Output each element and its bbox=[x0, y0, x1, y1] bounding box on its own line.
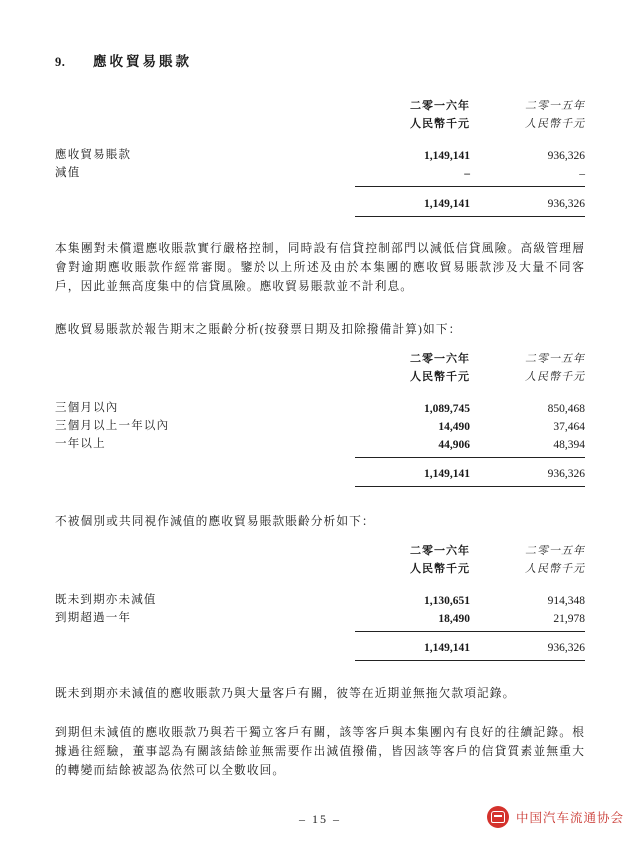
header-year-current: 二零一六年 bbox=[410, 100, 470, 112]
row-value-current: 44,906 bbox=[438, 438, 470, 451]
header-unit-current: 人民幣千元 bbox=[410, 562, 470, 575]
table-header-row-year bbox=[55, 541, 585, 559]
header-year-current: 二零一六年 bbox=[410, 544, 470, 557]
table-row bbox=[55, 145, 585, 163]
association-logo-icon bbox=[487, 806, 509, 828]
total-value-prior: 936,326 bbox=[547, 642, 585, 655]
table-row bbox=[55, 590, 585, 608]
spacer bbox=[55, 132, 585, 145]
row-label: 減值 bbox=[55, 167, 81, 179]
header-spacer bbox=[55, 541, 355, 559]
row-label: 到期超過一年 bbox=[55, 611, 132, 624]
header-unit-prior: 人民幣千元 bbox=[525, 118, 585, 130]
page-number: – 15 – bbox=[299, 812, 341, 826]
table-rule-bottom bbox=[55, 487, 585, 489]
table-rule-bottom bbox=[55, 216, 585, 218]
table-row bbox=[55, 434, 585, 452]
row-label: 三個月以上一年以內 bbox=[55, 419, 170, 432]
lead-ageing-analysis: 應收貿易賬款於報告期末之賬齡分析(按發票日期及扣除撥備計算)如下： bbox=[55, 322, 462, 336]
paragraph-past-due: 到期但未減值的應收賬款乃與若干獨立客戶有關，該等客戶與本集團內有良好的往續記錄。根據過往經驗，董事認為有關該結餘並無需要作出減值撥備，皆因該等客戶的信貸質素並無重大的轉變而結餘被認為依然可以全數收回。 bbox=[55, 725, 585, 777]
total-value-current: 1,149,141 bbox=[424, 468, 470, 481]
page-content bbox=[55, 50, 585, 781]
row-value-prior: 37,464 bbox=[553, 420, 585, 433]
header-year-prior: 二零一五年 bbox=[525, 352, 585, 365]
header-unit-current: 人民幣千元 bbox=[410, 370, 470, 383]
row-value-current: 1,089,745 bbox=[424, 402, 470, 415]
table-row bbox=[55, 163, 585, 181]
row-value-current: 1,130,651 bbox=[424, 594, 470, 607]
spacer bbox=[55, 385, 585, 398]
total-value-current: 1,149,141 bbox=[424, 197, 470, 210]
row-label: 一年以上 bbox=[55, 437, 106, 450]
paragraph-credit-risk: 本集團對未償還應收賬款實行嚴格控制，同時設有信貸控制部門以減低信貸風險。高級管理層會對逾期應收賬款作經常審閱。鑒於以上所述及由於本集團的應收貿易賬款涉及大量不同客戶，因此並無高度集中的信貸風險。應收貿易賬款並不計利息。 bbox=[55, 242, 585, 293]
paragraph-neither-past-due: 既未到期亦未減值的應收賬款乃與大量客戶有關，彼等在近期並無拖欠款項記錄。 bbox=[55, 686, 516, 700]
table-header-row-unit bbox=[55, 559, 585, 577]
table-header-row-unit bbox=[55, 367, 585, 385]
header-spacer-2 bbox=[55, 367, 355, 385]
spacer bbox=[55, 189, 585, 197]
spacer bbox=[55, 577, 585, 590]
table-header-row-year bbox=[55, 96, 585, 114]
table-rule-bottom bbox=[55, 661, 585, 663]
header-unit-current: 人民幣千元 bbox=[410, 118, 470, 130]
spacer bbox=[55, 459, 585, 467]
row-value-prior: 850,468 bbox=[547, 402, 585, 415]
total-label bbox=[55, 467, 355, 481]
header-spacer-2 bbox=[55, 559, 355, 577]
header-year-current: 二零一六年 bbox=[410, 352, 470, 365]
table-header-row-year bbox=[55, 349, 585, 367]
row-label: 三個月以內 bbox=[55, 401, 119, 414]
table-row bbox=[55, 416, 585, 434]
row-value-prior: 936,326 bbox=[547, 150, 585, 162]
spacer bbox=[55, 633, 585, 641]
total-value-prior: 936,326 bbox=[547, 197, 585, 210]
ageing-analysis-table bbox=[55, 349, 585, 489]
header-year-prior: 二零一五年 bbox=[525, 544, 585, 557]
note-heading bbox=[55, 50, 585, 70]
table-total-row bbox=[55, 641, 585, 655]
lead-not-impaired: 不被個別或共同視作減值的應收貿易賬款賬齡分析如下： bbox=[55, 514, 375, 528]
row-value-current: 18,490 bbox=[438, 612, 470, 625]
table-total-row bbox=[55, 197, 585, 211]
header-spacer-2 bbox=[55, 114, 355, 132]
not-impaired-table bbox=[55, 541, 585, 663]
watermark-label: 中国汽车流通协会 bbox=[515, 811, 624, 825]
row-value-prior: 48,394 bbox=[553, 438, 585, 451]
note-number: 9. bbox=[55, 55, 66, 69]
header-year-prior: 二零一五年 bbox=[525, 100, 585, 112]
total-label bbox=[55, 641, 355, 655]
row-value-prior: 914,348 bbox=[547, 594, 585, 607]
table-row bbox=[55, 608, 585, 626]
header-unit-prior: 人民幣千元 bbox=[525, 562, 585, 575]
row-value-prior: 21,978 bbox=[553, 612, 585, 625]
row-label: 既未到期亦未減值 bbox=[55, 593, 157, 606]
table-total-row bbox=[55, 467, 585, 481]
watermark bbox=[487, 806, 624, 828]
note-title: 應收貿易賬款 bbox=[93, 54, 192, 69]
header-spacer bbox=[55, 349, 355, 367]
total-value-prior: 936,326 bbox=[547, 468, 585, 481]
total-value-current: 1,149,141 bbox=[424, 642, 470, 655]
table-header-row-unit bbox=[55, 114, 585, 132]
row-value-prior: – bbox=[579, 168, 585, 180]
table-row bbox=[55, 398, 585, 416]
row-value-current: 1,149,141 bbox=[424, 150, 470, 162]
header-unit-prior: 人民幣千元 bbox=[525, 370, 585, 383]
row-value-current: 14,490 bbox=[438, 420, 470, 433]
row-label: 應收貿易賬款 bbox=[55, 149, 132, 161]
row-value-current: – bbox=[464, 168, 470, 180]
total-label bbox=[55, 197, 355, 211]
header-spacer bbox=[55, 96, 355, 114]
trade-receivables-table bbox=[55, 96, 585, 218]
